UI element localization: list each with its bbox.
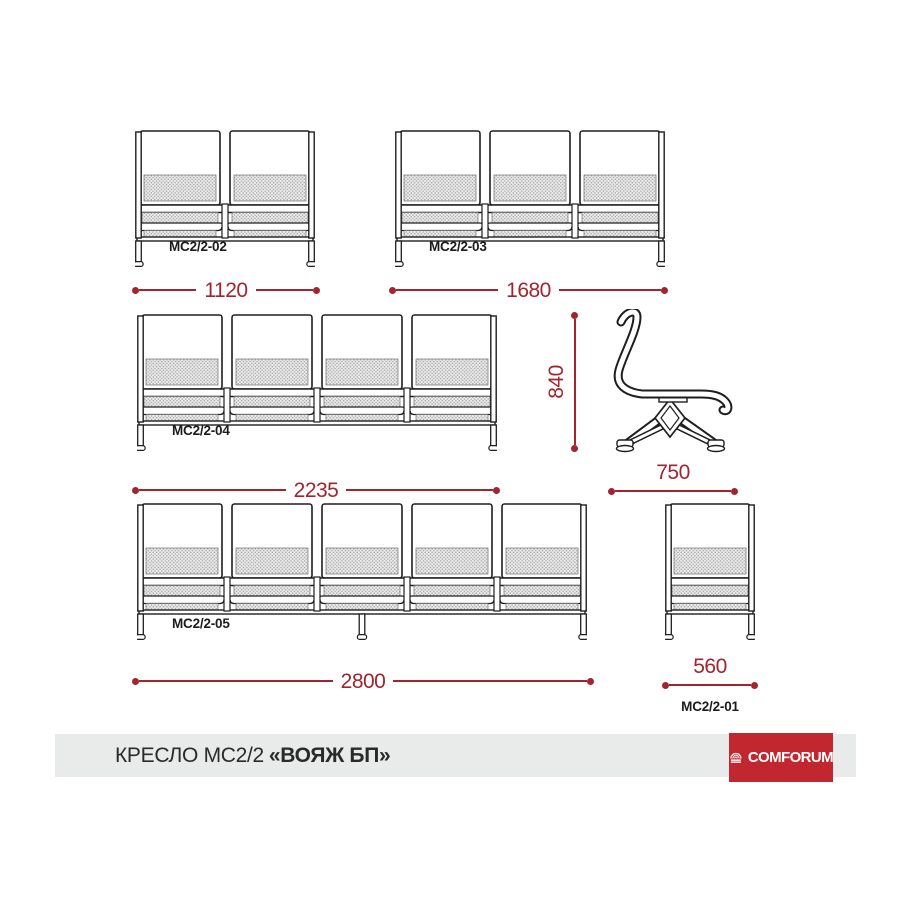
dimension-width-1120 [132, 279, 320, 301]
dimension-endpoint-dot [132, 678, 139, 685]
dimension-endpoint-dot [608, 488, 615, 495]
dimension-line [139, 289, 196, 291]
arch-icon [729, 748, 743, 767]
dimension-endpoint-dot [751, 682, 758, 689]
dimension-endpoint-dot [571, 445, 578, 452]
dimension-value: 2235 [293, 478, 339, 502]
dimension-line-row [608, 487, 738, 495]
dimension-line [615, 490, 731, 492]
product-title-name: «ВОЯЖ БП» [268, 743, 391, 767]
dimension-line [139, 489, 286, 491]
dimension-line [393, 680, 587, 682]
dimension-line [574, 319, 576, 445]
dimension-endpoint-dot [493, 487, 500, 494]
bench-label-mc2-2-05: МС2/2-05 [172, 616, 230, 631]
dimension-endpoint-dot [661, 287, 668, 294]
bench-label-mc2-2-02: МС2/2-02 [169, 239, 227, 254]
dimension-width-1680 [389, 279, 668, 301]
dimension-endpoint-dot [587, 678, 594, 685]
dimension-endpoint-dot [313, 287, 320, 294]
dimension-value: 560 [693, 655, 727, 678]
brand-name: COMFORUM [747, 749, 833, 766]
dimension-value: 1120 [204, 278, 248, 302]
dimension-line [139, 680, 333, 682]
dimension-line [669, 684, 751, 686]
dimension-value: 2800 [340, 669, 386, 693]
dimension-height-840 [546, 312, 578, 452]
bench-label-mc2-2-04: МС2/2-04 [172, 423, 230, 438]
dimension-line-row [571, 312, 578, 452]
dimension-endpoint-dot [132, 487, 139, 494]
dimension-endpoint-dot [571, 312, 578, 319]
dimension-endpoint-dot [662, 682, 669, 689]
dimension-endpoint-dot [389, 287, 396, 294]
product-title-prefix: КРЕСЛО МС2/2 [115, 743, 264, 767]
chair-side-view-drawing [604, 309, 739, 462]
dimension-line [559, 289, 661, 291]
dimension-line-row [662, 681, 758, 689]
bench-label-mc2-2-03: МС2/2-03 [429, 239, 487, 254]
product-title [55, 744, 390, 768]
dimension-value: 1680 [506, 278, 551, 302]
dimension-endpoint-dot [132, 287, 139, 294]
bench-1-seat-drawing [665, 502, 755, 647]
bench-label-mc2-2-01: МС2/2-01 [681, 699, 739, 714]
dimension-endpoint-dot [731, 488, 738, 495]
dimension-width-2800 [132, 670, 594, 692]
dimension-line [346, 489, 493, 491]
dimension-value: 750 [656, 461, 690, 484]
dimension-depth-750 [608, 462, 738, 495]
dimension-width-560 [662, 656, 758, 689]
dimension-value: 840 [545, 365, 568, 399]
dimension-line [396, 289, 498, 291]
dimension-line [256, 289, 313, 291]
comforum-logo [729, 733, 833, 782]
dimension-width-2235 [132, 479, 500, 501]
